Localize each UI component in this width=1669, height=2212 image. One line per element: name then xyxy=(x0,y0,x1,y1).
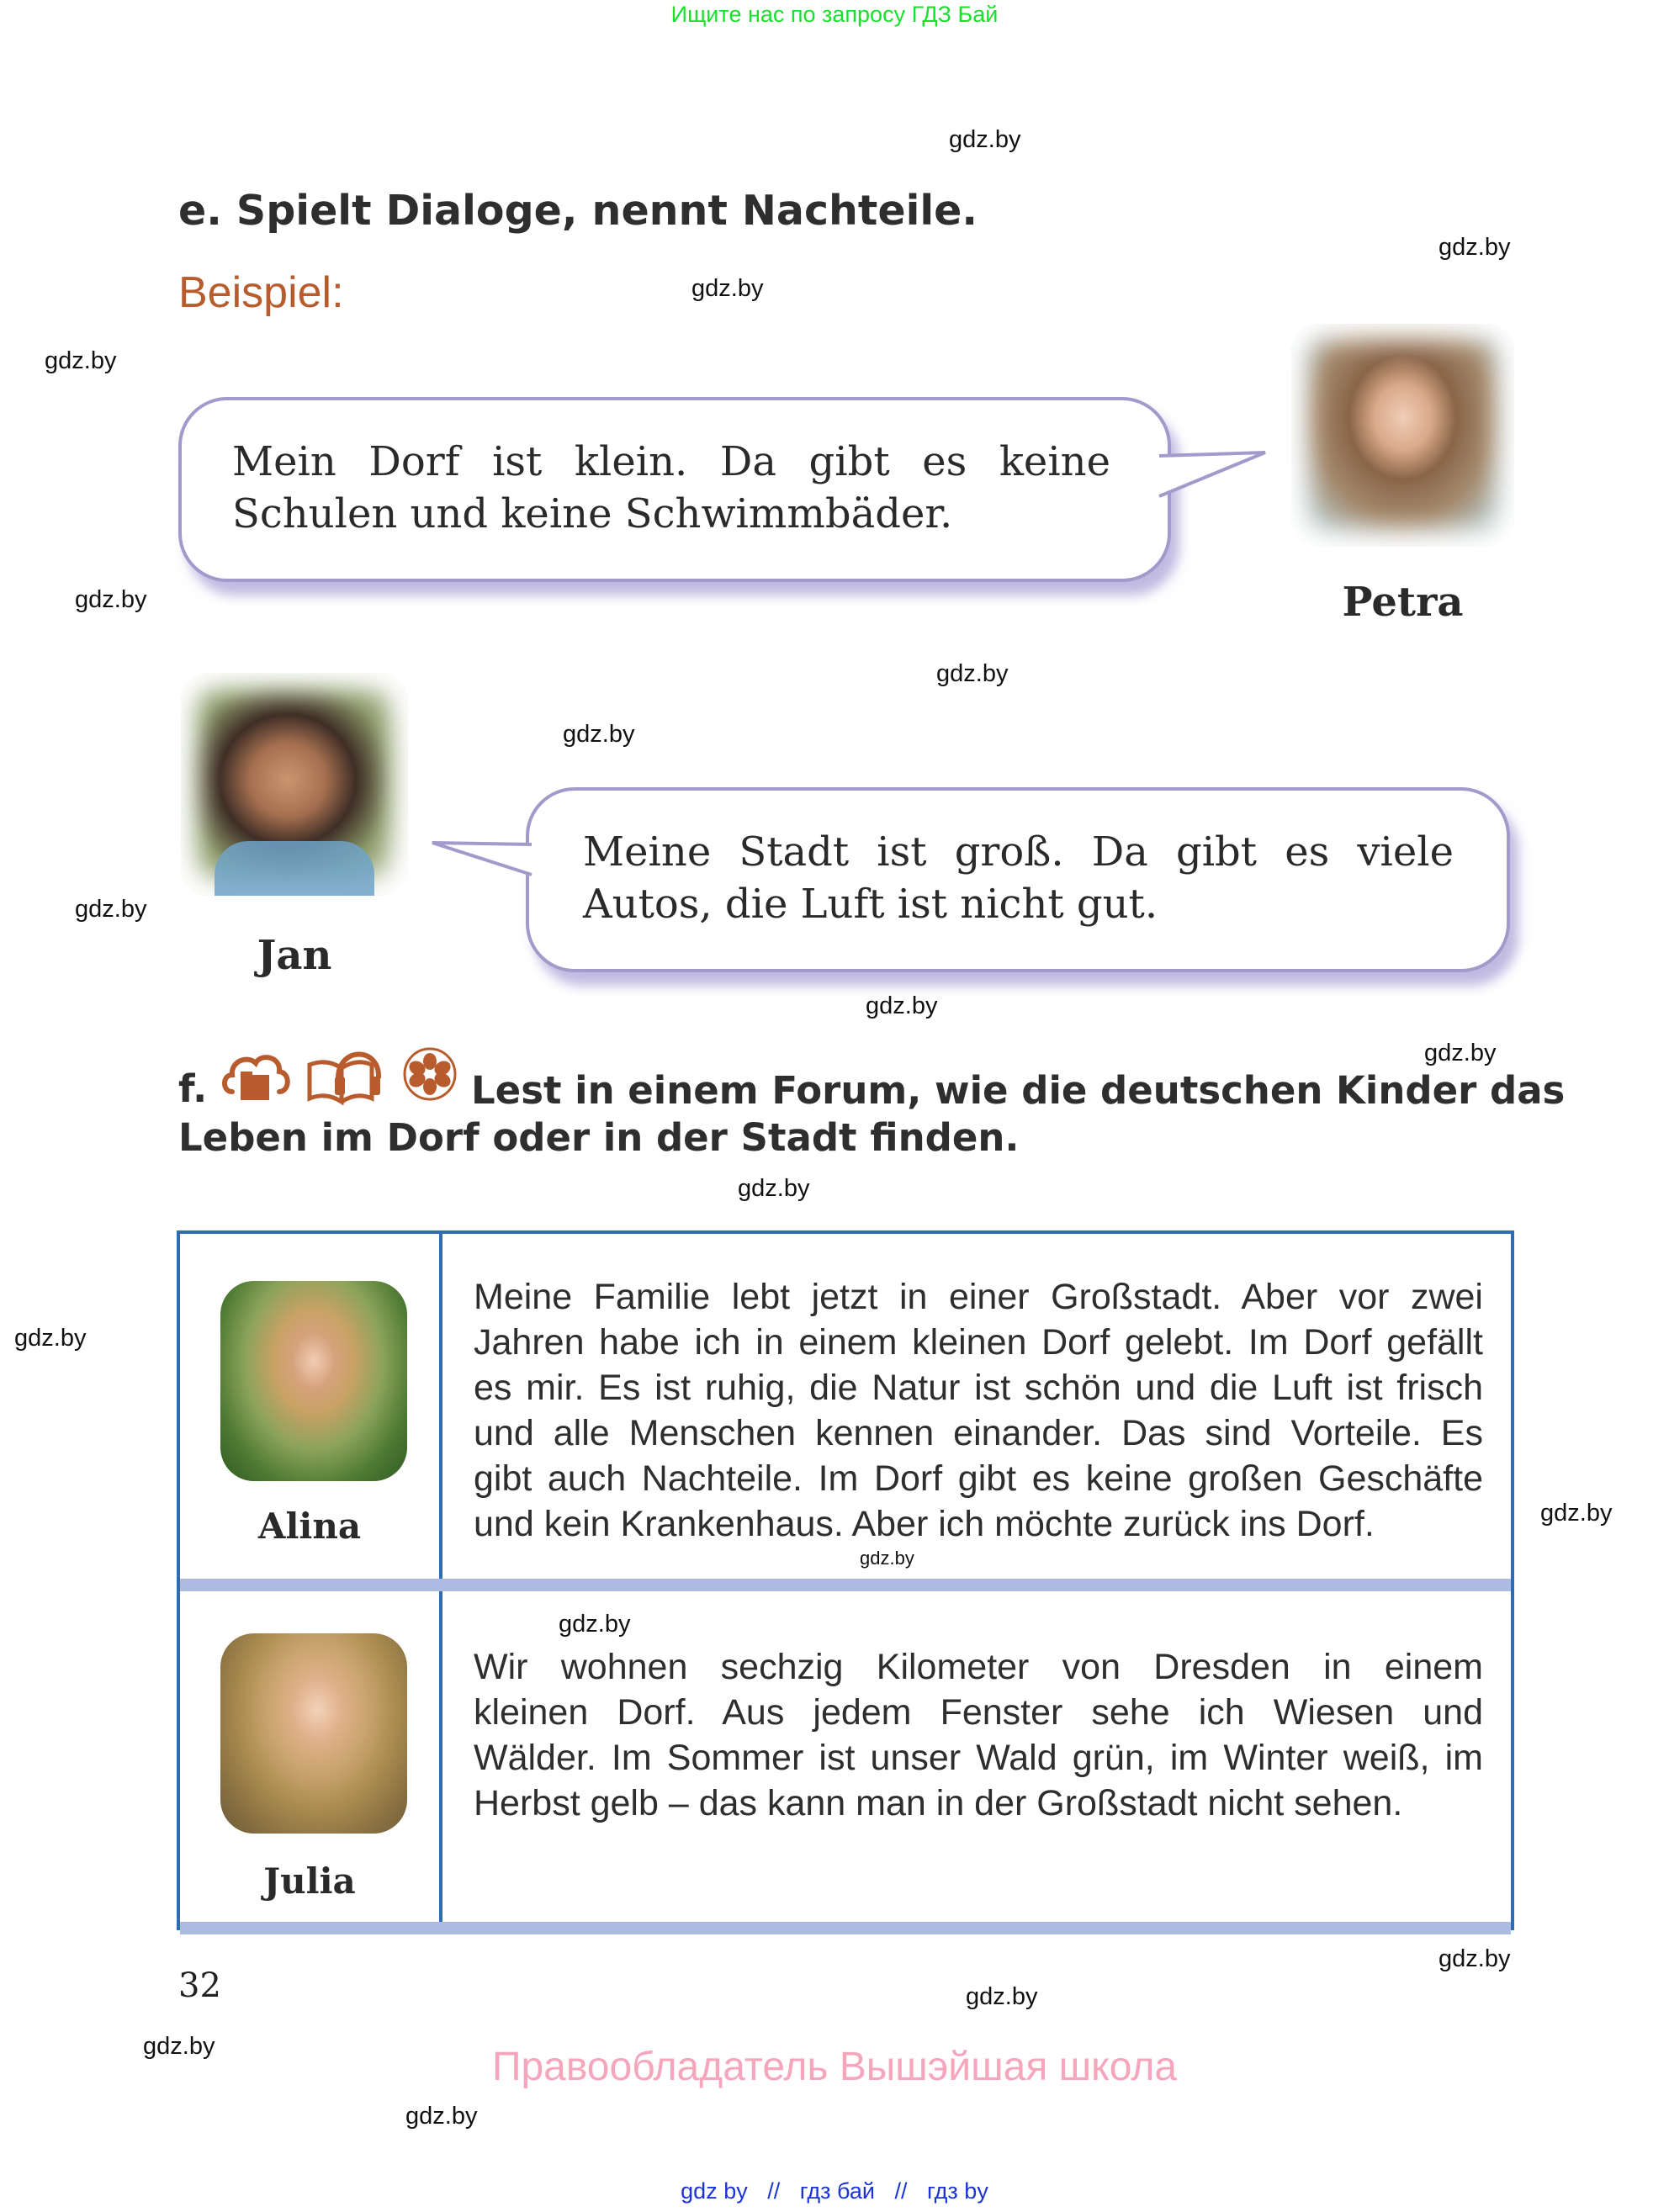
watermark: gdz.by xyxy=(75,586,147,613)
bottom-links xyxy=(0,2178,1669,2204)
watermark: gdz.by xyxy=(559,1611,631,1638)
watermark: gdz.by xyxy=(860,1548,914,1569)
watermark: gdz.by xyxy=(936,660,1009,687)
watermark: gdz.by xyxy=(45,347,117,374)
watermark: gdz.by xyxy=(563,721,635,748)
watermark: gdz.by xyxy=(738,1175,810,1202)
link-separator: // xyxy=(767,2178,781,2204)
watermark: gdz.by xyxy=(1439,234,1511,261)
top-banner: Ищите нас по запросу ГДЗ Бай xyxy=(670,2,999,27)
poster-name-alina: Alina xyxy=(257,1506,362,1547)
avatar-alina xyxy=(220,1281,407,1481)
bubble-tail xyxy=(1158,437,1275,505)
bubble-tail xyxy=(429,833,538,892)
speaker-name-petra: Petra xyxy=(1342,579,1464,626)
watermark: gdz.by xyxy=(1540,1500,1613,1527)
link-gdz-by[interactable]: gdz by xyxy=(681,2178,748,2204)
row-separator xyxy=(180,1579,1511,1591)
watermark: gdz.by xyxy=(405,2103,478,2130)
avatar-julia xyxy=(220,1633,407,1834)
bubble-text: Meine Stadt ist groß. Da gibt es viele Autos, die Luft ist nicht gut. xyxy=(583,828,1454,928)
avatar-jan xyxy=(181,673,408,896)
watermark: gdz.by xyxy=(966,1983,1038,2010)
watermark: gdz.by xyxy=(866,992,938,1019)
poster-name-julia: Julia xyxy=(263,1860,356,1902)
link-gdz-bai[interactable]: гдз бай xyxy=(799,2178,875,2204)
post-text-julia: Wir wohnen sechzig Kilometer von Dresden in einem kleinen Dorf. Aus jedem Fenster sehe ich Wiesen und Wälder. Im Sommer ist unser Wald grün, im Winter weiß, im Herbst gelb – das kann man in der Großstadt nicht sehen. xyxy=(474,1647,1483,1823)
link-separator: // xyxy=(894,2178,908,2204)
bubble-text: Mein Dorf ist klein. Da gibt es keine Schulen und keine Schwimmbäder. xyxy=(232,438,1110,537)
book-headphones-icon xyxy=(305,1043,382,1105)
watermark: gdz.by xyxy=(949,126,1021,153)
avatar-petra xyxy=(1291,324,1514,547)
page-number: 32 xyxy=(178,1966,221,2005)
watermark: gdz.by xyxy=(691,275,764,302)
watermark: gdz.by xyxy=(75,896,147,923)
example-label: Beispiel: xyxy=(178,268,344,317)
speaker-name-jan: Jan xyxy=(257,932,332,979)
link-gdz-by-cyr[interactable]: гдз by xyxy=(927,2178,988,2204)
post-text-alina: Meine Familie lebt jetzt in einer Großstadt. Aber vor zwei Jahren habe ich in einem kleinen Dorf gelebt. Im Dorf gefällt es mir. Es ist ruhig, die Natur ist schön und die Luft ist frisch und alle Menschen kennen einander. Das sind Vorteile. Es gibt auch Nachteile. Im Dorf gibt es keine großen Geschäfte und kein Krankenhaus. Aber ich möchte zurück ins Dorf. xyxy=(474,1277,1483,1544)
table-bottom-band xyxy=(180,1922,1511,1934)
copyright-notice: Правообладатель Вышэйшая школа xyxy=(491,2045,1178,2089)
cloud-folder-icon xyxy=(220,1050,291,1102)
section-f-heading-line2: Leben im Dorf oder in der Stadt finden. xyxy=(178,1115,1020,1160)
watermark: gdz.by xyxy=(143,2033,215,2060)
watermark: gdz.by xyxy=(14,1325,87,1352)
section-e-heading: e. Spielt Dialoge, nennt Nachteile. xyxy=(178,187,978,235)
watermark: gdz.by xyxy=(1424,1040,1497,1066)
flower-circle-icon xyxy=(402,1046,458,1102)
section-f-heading-line1: Lest in einem Forum, wie die deutschen Kinder das xyxy=(471,1068,1566,1113)
watermark: gdz.by xyxy=(1439,1945,1511,1972)
section-f-label: f. xyxy=(178,1066,208,1111)
